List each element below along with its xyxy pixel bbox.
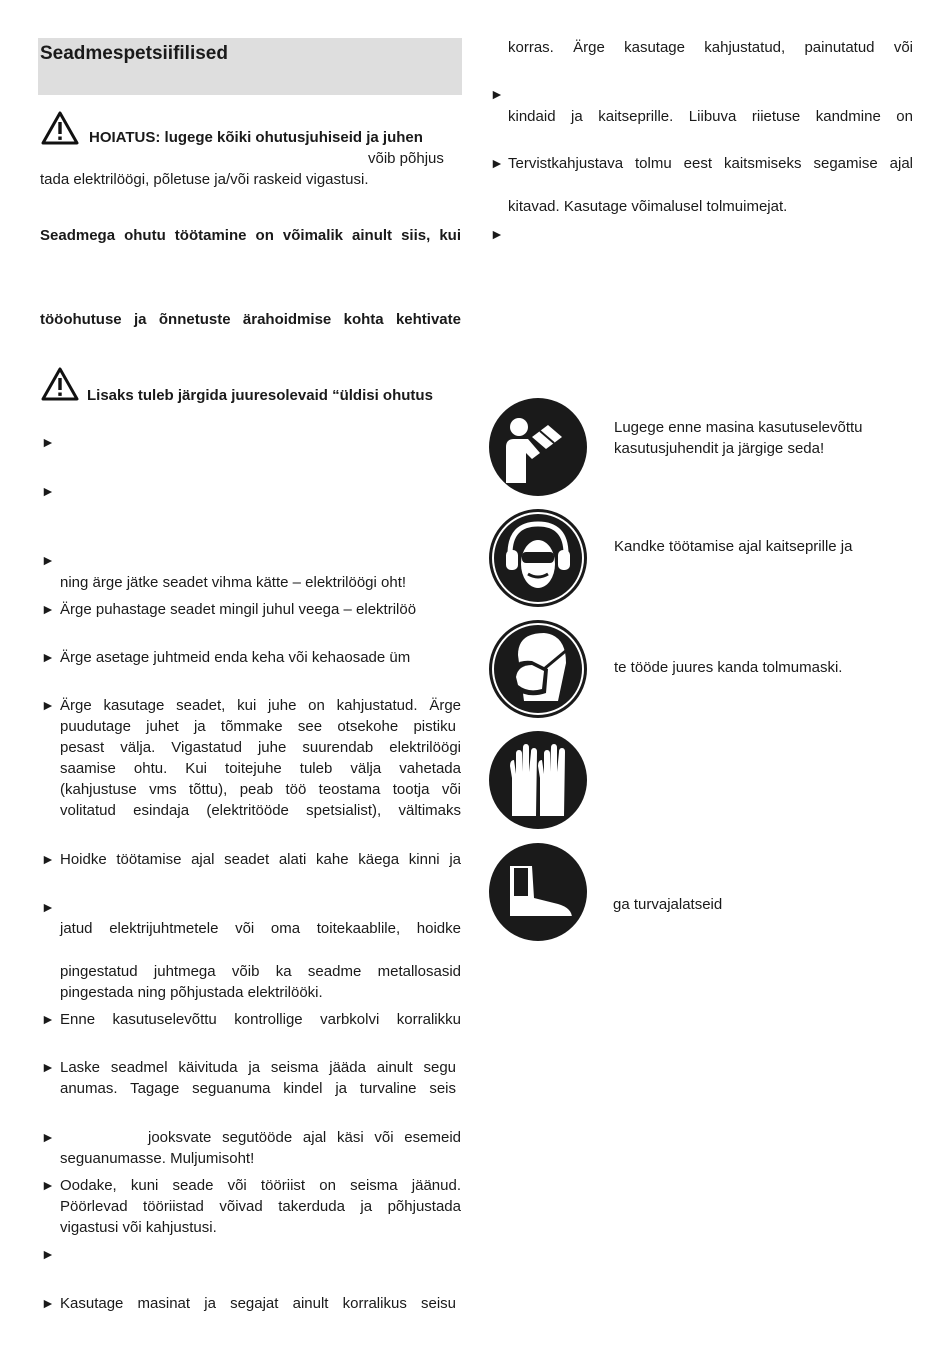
dust-mask-icon [488, 619, 588, 719]
list-item-text: Enne kasutuselevõttu kontrollige varbkolvi korralikku [60, 1011, 461, 1028]
list-item-text: ning ärge jätke seadet vihma kätte – elektrilöögi oht! [60, 574, 407, 591]
warning-triangle-icon [41, 367, 79, 401]
bullet-arrow-icon: ► [41, 601, 55, 617]
body-text: kitavad. Kasutage võimalusel tolmuimejat. [508, 198, 788, 215]
bullet-arrow-icon: ► [41, 1295, 55, 1311]
list-item-text: pesast välja. Vigastatud juhe suurendab elektrilöögi [60, 739, 461, 756]
warning-heading: HOIATUS: lugege kõiki ohutusjuhiseid ja juhen [89, 129, 423, 146]
section-title: Seadmespetsiifilised [40, 43, 228, 64]
bullet-arrow-icon: ► [41, 899, 55, 915]
list-item-text: seguanumasse. Muljumisoht! [60, 1150, 255, 1167]
body-text: korras. Ärge kasutage kahjustatud, painutatud või [508, 39, 913, 56]
list-item-text: Laske seadmel käivituda ja seisma jääda ainult segu [60, 1059, 456, 1076]
read-manual-icon [488, 397, 588, 497]
symbol-caption: kasutusjuhendit ja järgige seda! [614, 440, 825, 457]
warning-triangle-icon [41, 111, 79, 145]
bullet-arrow-icon: ► [41, 851, 55, 867]
warning-text: tada elektrilöögi, põletuse ja/või raskeid vigastusi. [40, 171, 369, 188]
symbol-caption: ga turvajalatseid [613, 896, 723, 913]
safety-paragraph: Seadmega ohutu töötamine on võimalik ainult siis, kui [40, 227, 461, 244]
list-item-text: saamise ohtu. Kui toitejuhe tuleb välja vahetada [60, 760, 461, 777]
list-item-text: Ärge puhastage seadet mingil juhul veega – elektrilöö [60, 601, 417, 618]
bullet-arrow-icon: ► [41, 649, 55, 665]
bullet-arrow-icon: ► [490, 155, 504, 171]
bullet-arrow-icon: ► [41, 552, 55, 568]
body-text: Tervistkahjustava tolmu eest kaitsmiseks segamise ajal [508, 155, 913, 172]
bullet-arrow-icon: ► [41, 1011, 55, 1027]
list-item-text: Hoidke töötamise ajal seadet alati kahe käega kinni ja [60, 851, 461, 868]
body-text: kindaid ja kaitseprille. Liibuva riietuse kandmine on [508, 108, 913, 125]
safety-boots-icon [488, 842, 588, 942]
bullet-arrow-icon: ► [41, 434, 55, 450]
warning-text: võib põhjus [368, 150, 444, 167]
bullet-arrow-icon: ► [41, 1246, 55, 1262]
safety-paragraph: tööohutuse ja õnnetuste ärahoidmise kohta kehtivate [40, 311, 461, 328]
list-item-text: vigastusi või kahjustusi. [60, 1219, 217, 1236]
bullet-arrow-icon: ► [41, 1059, 55, 1075]
list-item-text: jatud elektrijuhtmetele või oma toitekaablile, hoidke [60, 920, 461, 937]
list-item-text: volitatud esindaja (elektritööde spetsialist), vältimaks [60, 802, 461, 819]
list-item-text: anumas. Tagage seguanuma kindel ja turvaline seis [60, 1080, 456, 1097]
bullet-arrow-icon: ► [41, 697, 55, 713]
symbol-caption: te tööde juures kanda tolmumaski. [614, 659, 843, 676]
bullet-arrow-icon: ► [490, 226, 504, 242]
bullet-arrow-icon: ► [41, 1129, 55, 1145]
symbol-caption: Lugege enne masina kasutuselevõttu [614, 419, 863, 436]
list-item-text: (kahjustuse vms tõttu), peab töö teostama tootja või [60, 781, 461, 798]
list-item-text: pingestada ning põhjustada elektrilööki. [60, 984, 323, 1001]
symbol-caption: Kandke töötamise ajal kaitseprille ja [614, 538, 853, 555]
list-item-text: Ärge kasutage seadet, kui juhe on kahjustatud. Ärge [60, 697, 461, 714]
list-item-text: jooksvate segutööde ajal käsi või esemeid [148, 1129, 461, 1146]
list-item-text: puudutage juhet ja tõmmake see otsekohe pistiku [60, 718, 456, 735]
list-item-text: Ärge asetage juhtmeid enda keha või kehaosade üm [60, 649, 411, 666]
list-item-text: Oodake, kuni seade või tööriist on seisma jäänud. [60, 1177, 461, 1194]
list-item-text: pingestatud juhtmega võib ka seadme metallosasid [60, 963, 461, 980]
warning-heading: Lisaks tuleb järgida juuresolevaid “üldisi ohutus [87, 387, 433, 404]
bullet-arrow-icon: ► [41, 1177, 55, 1193]
bullet-arrow-icon: ► [490, 86, 504, 102]
protective-gloves-icon [488, 730, 588, 830]
list-item-text: Pöörlevad tööriistad võivad takerduda ja põhjustada [60, 1198, 461, 1215]
list-item-text: Kasutage masinat ja segajat ainult korralikus seisu [60, 1295, 456, 1312]
bullet-arrow-icon: ► [41, 483, 55, 499]
goggles-ear-protection-icon [488, 508, 588, 608]
